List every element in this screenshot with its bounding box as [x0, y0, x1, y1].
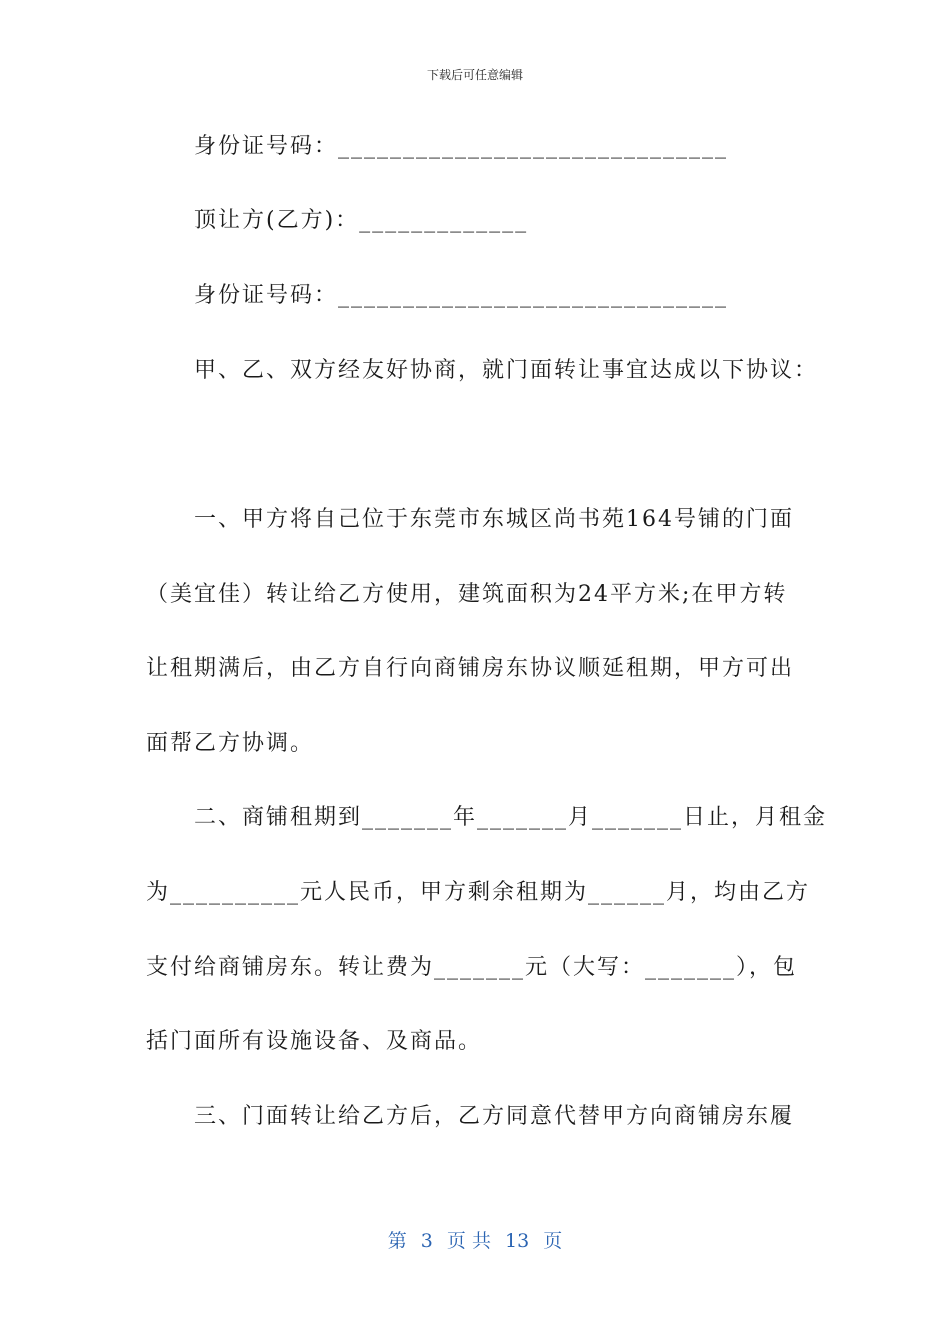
clause-3-line-1: 三、门面转让给乙方后，乙方同意代替甲方向商铺房东履 [194, 1104, 795, 1129]
footer-middle: 页 共 [446, 1230, 491, 1252]
clause-2-line-1: 二、商铺租期到_______年_______月_______日止，月租金 [194, 805, 828, 830]
id-number-line-a: 身份证号码：______________________________ [194, 134, 729, 159]
clause-1-line-4: 面帮乙方协调。 [146, 731, 315, 756]
clause-1-line-2: （美宜佳）转让给乙方使用，建筑面积为24平方米;在甲方转 [146, 582, 788, 607]
page-footer [0, 1226, 950, 1253]
clause-2-line-4: 括门面所有设施设备、及商品。 [146, 1029, 483, 1054]
page-header: 下载后可任意编辑 [426, 68, 523, 82]
footer-suffix: 页 [543, 1230, 563, 1252]
clause-1-line-1: 一、甲方将自己位于东莞市东城区尚书苑164号铺的门面 [194, 507, 794, 532]
id-number-line-b: 身份证号码：______________________________ [194, 283, 729, 308]
agreement-intro: 甲、乙、双方经友好协商，就门面转让事宜达成以下协议： [194, 358, 819, 383]
footer-prefix: 第 [387, 1230, 407, 1252]
transferee-line: 顶让方(乙方)：_____________ [194, 208, 529, 233]
clause-1-line-3: 让租期满后，由乙方自行向商铺房东协议顺延租期，甲方可出 [146, 656, 795, 681]
footer-page-number: 3 [420, 1230, 433, 1252]
clause-2-line-2: 为__________元人民币，甲方剩余租期为______月，均由乙方 [146, 880, 811, 905]
clause-2-line-3: 支付给商铺房东。转让费为_______元（大写：_______），包 [146, 955, 798, 980]
footer-total-pages: 13 [505, 1230, 530, 1252]
